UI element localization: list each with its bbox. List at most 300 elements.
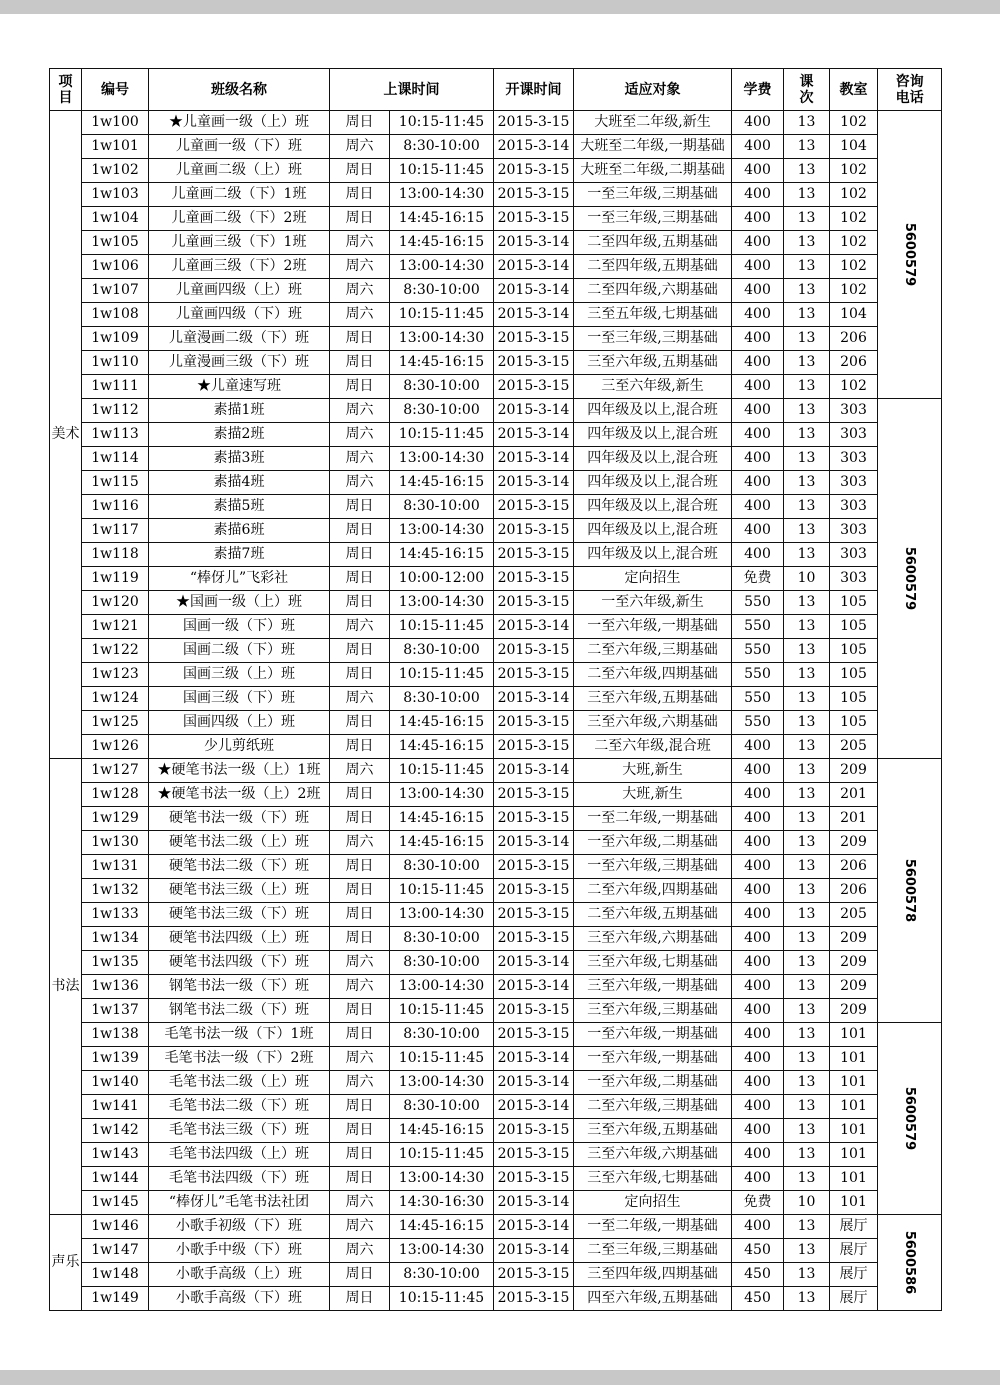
table-row — [50, 399, 942, 423]
sessions-cell: 13 — [784, 735, 830, 759]
fee-cell: 400 — [732, 543, 784, 567]
room-cell: 206 — [830, 351, 878, 375]
time-cell: 10:15-11:45 — [390, 1143, 494, 1167]
fee-cell: 400 — [732, 423, 784, 447]
fee-cell: 550 — [732, 687, 784, 711]
room-cell: 209 — [830, 951, 878, 975]
code-cell: 1w137 — [82, 999, 149, 1023]
code-cell: 1w108 — [82, 303, 149, 327]
day-cell: 周六 — [330, 1191, 390, 1215]
table-row — [50, 1215, 942, 1239]
sessions-cell: 13 — [784, 1263, 830, 1287]
fee-cell: 400 — [732, 1143, 784, 1167]
class-name-cell: “棒伢儿”毛笔书法社团 — [149, 1191, 330, 1215]
time-cell: 8:30-10:00 — [390, 927, 494, 951]
fee-cell: 400 — [732, 231, 784, 255]
sessions-cell: 13 — [784, 879, 830, 903]
code-cell: 1w117 — [82, 519, 149, 543]
header-target: 适应对象 — [574, 69, 732, 111]
sessions-cell: 13 — [784, 855, 830, 879]
code-cell: 1w130 — [82, 831, 149, 855]
day-cell: 周六 — [330, 1239, 390, 1263]
phone-number: 5600579 — [902, 1086, 918, 1151]
room-cell: 105 — [830, 639, 878, 663]
day-cell: 周日 — [330, 903, 390, 927]
target-cell: 定向招生 — [574, 567, 732, 591]
start-date-cell: 2015-3-15 — [494, 495, 574, 519]
day-cell: 周六 — [330, 135, 390, 159]
class-name-cell: 儿童画三级（下）2班 — [149, 255, 330, 279]
sessions-cell: 13 — [784, 1071, 830, 1095]
header-phone: 咨询 电话 — [878, 69, 942, 111]
start-date-cell: 2015-3-14 — [494, 303, 574, 327]
day-cell: 周六 — [330, 447, 390, 471]
day-cell: 周日 — [330, 1023, 390, 1047]
code-cell: 1w122 — [82, 639, 149, 663]
fee-cell: 400 — [732, 855, 784, 879]
day-cell: 周日 — [330, 159, 390, 183]
class-name-cell: 儿童漫画二级（下）班 — [149, 327, 330, 351]
start-date-cell: 2015-3-14 — [494, 1239, 574, 1263]
target-cell: 大班至二年级,二期基础 — [574, 159, 732, 183]
start-date-cell: 2015-3-14 — [494, 423, 574, 447]
day-cell: 周日 — [330, 711, 390, 735]
day-cell: 周日 — [330, 375, 390, 399]
start-date-cell: 2015-3-14 — [494, 687, 574, 711]
table-row — [50, 351, 942, 375]
sessions-cell: 13 — [784, 783, 830, 807]
time-cell: 8:30-10:00 — [390, 639, 494, 663]
time-cell: 14:45-16:15 — [390, 207, 494, 231]
code-cell: 1w119 — [82, 567, 149, 591]
code-cell: 1w125 — [82, 711, 149, 735]
day-cell: 周六 — [330, 1047, 390, 1071]
target-cell: 四年级及以上,混合班 — [574, 399, 732, 423]
room-cell: 209 — [830, 759, 878, 783]
start-date-cell: 2015-3-15 — [494, 375, 574, 399]
day-cell: 周六 — [330, 831, 390, 855]
table-row — [50, 423, 942, 447]
fee-cell: 400 — [732, 351, 784, 375]
sessions-cell: 13 — [784, 471, 830, 495]
start-date-cell: 2015-3-15 — [494, 807, 574, 831]
fee-cell: 400 — [732, 807, 784, 831]
target-cell: 一至三年级,三期基础 — [574, 207, 732, 231]
fee-cell: 400 — [732, 903, 784, 927]
start-date-cell: 2015-3-15 — [494, 543, 574, 567]
room-cell: 201 — [830, 807, 878, 831]
code-cell: 1w135 — [82, 951, 149, 975]
time-cell: 8:30-10:00 — [390, 399, 494, 423]
start-date-cell: 2015-3-15 — [494, 591, 574, 615]
code-cell: 1w120 — [82, 591, 149, 615]
room-cell: 303 — [830, 399, 878, 423]
start-date-cell: 2015-3-14 — [494, 831, 574, 855]
class-name-cell: ★国画一级（上）班 — [149, 591, 330, 615]
day-cell: 周六 — [330, 279, 390, 303]
table-row — [50, 447, 942, 471]
day-cell: 周日 — [330, 1143, 390, 1167]
day-cell: 周日 — [330, 735, 390, 759]
day-cell: 周日 — [330, 111, 390, 135]
category-cell: 声乐 — [50, 1215, 82, 1311]
table-row — [50, 567, 942, 591]
sessions-cell: 13 — [784, 1119, 830, 1143]
fee-cell: 450 — [732, 1287, 784, 1311]
phone-cell — [878, 399, 942, 759]
target-cell: 一至二年级,一期基础 — [574, 1215, 732, 1239]
table-row — [50, 783, 942, 807]
table-row — [50, 519, 942, 543]
room-cell: 102 — [830, 183, 878, 207]
fee-cell: 400 — [732, 1167, 784, 1191]
table-row — [50, 831, 942, 855]
table-row — [50, 927, 942, 951]
time-cell: 13:00-14:30 — [390, 783, 494, 807]
class-name-cell: 儿童画二级（上）班 — [149, 159, 330, 183]
class-name-cell: 儿童画一级（下）班 — [149, 135, 330, 159]
time-cell: 13:00-14:30 — [390, 1167, 494, 1191]
sessions-cell: 13 — [784, 303, 830, 327]
time-cell: 10:15-11:45 — [390, 303, 494, 327]
day-cell: 周六 — [330, 1071, 390, 1095]
code-cell: 1w123 — [82, 663, 149, 687]
time-cell: 14:45-16:15 — [390, 231, 494, 255]
target-cell: 一至二年级,一期基础 — [574, 807, 732, 831]
start-date-cell: 2015-3-15 — [494, 639, 574, 663]
start-date-cell: 2015-3-15 — [494, 663, 574, 687]
room-cell: 303 — [830, 567, 878, 591]
room-cell: 303 — [830, 423, 878, 447]
sessions-cell: 13 — [784, 543, 830, 567]
class-name-cell: ★硬笔书法一级（上）2班 — [149, 783, 330, 807]
time-cell: 8:30-10:00 — [390, 135, 494, 159]
target-cell: 一至六年级,二期基础 — [574, 831, 732, 855]
table-row — [50, 1071, 942, 1095]
room-cell: 展厅 — [830, 1215, 878, 1239]
class-name-cell: 国画四级（上）班 — [149, 711, 330, 735]
time-cell: 8:30-10:00 — [390, 1023, 494, 1047]
sessions-cell: 13 — [784, 1143, 830, 1167]
target-cell: 二至四年级,六期基础 — [574, 279, 732, 303]
class-name-cell: 硬笔书法三级（上）班 — [149, 879, 330, 903]
target-cell: 二至六年级,四期基础 — [574, 663, 732, 687]
room-cell: 101 — [830, 1071, 878, 1095]
time-cell: 10:15-11:45 — [390, 423, 494, 447]
start-date-cell: 2015-3-14 — [494, 951, 574, 975]
room-cell: 303 — [830, 495, 878, 519]
target-cell: 三至六年级,一期基础 — [574, 975, 732, 999]
class-name-cell: 硬笔书法三级（下）班 — [149, 903, 330, 927]
time-cell: 13:00-14:30 — [390, 327, 494, 351]
time-cell: 13:00-14:30 — [390, 1071, 494, 1095]
day-cell: 周六 — [330, 231, 390, 255]
sessions-cell: 13 — [784, 831, 830, 855]
code-cell: 1w140 — [82, 1071, 149, 1095]
target-cell: 四年级及以上,混合班 — [574, 495, 732, 519]
header-fee: 学费 — [732, 69, 784, 111]
day-cell: 周日 — [330, 1095, 390, 1119]
target-cell: 三至六年级,五期基础 — [574, 687, 732, 711]
start-date-cell: 2015-3-15 — [494, 999, 574, 1023]
time-cell: 10:15-11:45 — [390, 663, 494, 687]
header-class-name: 班级名称 — [149, 69, 330, 111]
time-cell: 14:30-16:30 — [390, 1191, 494, 1215]
class-name-cell: 少儿剪纸班 — [149, 735, 330, 759]
class-name-cell: 素描3班 — [149, 447, 330, 471]
table-row — [50, 951, 942, 975]
room-cell: 104 — [830, 135, 878, 159]
code-cell: 1w147 — [82, 1239, 149, 1263]
fee-cell: 400 — [732, 1095, 784, 1119]
day-cell: 周日 — [330, 327, 390, 351]
fee-cell: 免费 — [732, 567, 784, 591]
table-row — [50, 207, 942, 231]
room-cell: 209 — [830, 927, 878, 951]
sessions-cell: 13 — [784, 135, 830, 159]
fee-cell: 400 — [732, 519, 784, 543]
day-cell: 周日 — [330, 663, 390, 687]
sessions-cell: 13 — [784, 999, 830, 1023]
room-cell: 303 — [830, 543, 878, 567]
start-date-cell: 2015-3-15 — [494, 207, 574, 231]
time-cell: 8:30-10:00 — [390, 1263, 494, 1287]
day-cell: 周六 — [330, 1215, 390, 1239]
table-row — [50, 711, 942, 735]
code-cell: 1w109 — [82, 327, 149, 351]
table-row — [50, 255, 942, 279]
code-cell: 1w106 — [82, 255, 149, 279]
fee-cell: 400 — [732, 375, 784, 399]
code-cell: 1w105 — [82, 231, 149, 255]
fee-cell: 400 — [732, 207, 784, 231]
target-cell: 一至三年级,三期基础 — [574, 327, 732, 351]
code-cell: 1w133 — [82, 903, 149, 927]
start-date-cell: 2015-3-14 — [494, 1071, 574, 1095]
code-cell: 1w107 — [82, 279, 149, 303]
table-row — [50, 159, 942, 183]
time-cell: 10:15-11:45 — [390, 1287, 494, 1311]
table-row — [50, 591, 942, 615]
fee-cell: 400 — [732, 1119, 784, 1143]
time-cell: 14:45-16:15 — [390, 1215, 494, 1239]
phone-cell — [878, 111, 942, 399]
class-name-cell: 硬笔书法二级（下）班 — [149, 855, 330, 879]
table-row — [50, 303, 942, 327]
target-cell: 三至六年级,七期基础 — [574, 951, 732, 975]
day-cell: 周六 — [330, 975, 390, 999]
start-date-cell: 2015-3-14 — [494, 471, 574, 495]
time-cell: 8:30-10:00 — [390, 951, 494, 975]
room-cell: 209 — [830, 975, 878, 999]
code-cell: 1w118 — [82, 543, 149, 567]
room-cell: 303 — [830, 447, 878, 471]
class-name-cell: 素描4班 — [149, 471, 330, 495]
table-row — [50, 543, 942, 567]
room-cell: 102 — [830, 231, 878, 255]
start-date-cell: 2015-3-14 — [494, 135, 574, 159]
fee-cell: 400 — [732, 447, 784, 471]
code-cell: 1w124 — [82, 687, 149, 711]
day-cell: 周日 — [330, 639, 390, 663]
room-cell: 102 — [830, 255, 878, 279]
day-cell: 周日 — [330, 807, 390, 831]
class-name-cell: 小歌手初级（下）班 — [149, 1215, 330, 1239]
target-cell: 二至六年级,三期基础 — [574, 1095, 732, 1119]
target-cell: 三至五年级,七期基础 — [574, 303, 732, 327]
target-cell: 一至六年级,一期基础 — [574, 615, 732, 639]
room-cell: 206 — [830, 327, 878, 351]
code-cell: 1w144 — [82, 1167, 149, 1191]
sessions-cell: 13 — [784, 231, 830, 255]
sessions-cell: 13 — [784, 711, 830, 735]
time-cell: 14:45-16:15 — [390, 1119, 494, 1143]
day-cell: 周六 — [330, 759, 390, 783]
day-cell: 周日 — [330, 351, 390, 375]
code-cell: 1w104 — [82, 207, 149, 231]
sessions-cell: 13 — [784, 615, 830, 639]
target-cell: 三至四年级,四期基础 — [574, 1263, 732, 1287]
category-cell: 书法 — [50, 759, 82, 1215]
room-cell: 展厅 — [830, 1239, 878, 1263]
room-cell: 206 — [830, 855, 878, 879]
sessions-cell: 13 — [784, 1215, 830, 1239]
class-name-cell: 硬笔书法四级（上）班 — [149, 927, 330, 951]
day-cell: 周日 — [330, 879, 390, 903]
class-name-cell: 毛笔书法三级（下）班 — [149, 1119, 330, 1143]
phone-cell — [878, 1023, 942, 1215]
table-row — [50, 327, 942, 351]
day-cell: 周六 — [330, 255, 390, 279]
code-cell: 1w114 — [82, 447, 149, 471]
fee-cell: 400 — [732, 927, 784, 951]
fee-cell: 400 — [732, 135, 784, 159]
class-name-cell: 毛笔书法四级（上）班 — [149, 1143, 330, 1167]
target-cell: 大班至二年级,一期基础 — [574, 135, 732, 159]
class-name-cell: 儿童画二级（下）2班 — [149, 207, 330, 231]
room-cell: 105 — [830, 615, 878, 639]
table-row — [50, 735, 942, 759]
sessions-cell: 13 — [784, 423, 830, 447]
target-cell: 二至六年级,混合班 — [574, 735, 732, 759]
sessions-cell: 13 — [784, 951, 830, 975]
phone-cell — [878, 1215, 942, 1311]
class-name-cell: 毛笔书法一级（下）2班 — [149, 1047, 330, 1071]
code-cell: 1w111 — [82, 375, 149, 399]
header-row — [50, 69, 942, 111]
target-cell: 一至六年级,二期基础 — [574, 1071, 732, 1095]
room-cell: 201 — [830, 783, 878, 807]
code-cell: 1w127 — [82, 759, 149, 783]
target-cell: 三至六年级,新生 — [574, 375, 732, 399]
sessions-cell: 13 — [784, 1239, 830, 1263]
class-name-cell: 硬笔书法一级（下）班 — [149, 807, 330, 831]
time-cell: 13:00-14:30 — [390, 903, 494, 927]
sessions-cell: 13 — [784, 591, 830, 615]
sessions-cell: 13 — [784, 1047, 830, 1071]
class-name-cell: 儿童画四级（下）班 — [149, 303, 330, 327]
start-date-cell: 2015-3-14 — [494, 231, 574, 255]
table-row — [50, 975, 942, 999]
room-cell: 105 — [830, 687, 878, 711]
fee-cell: 400 — [732, 471, 784, 495]
time-cell: 13:00-14:30 — [390, 519, 494, 543]
class-name-cell: 小歌手高级（下）班 — [149, 1287, 330, 1311]
sessions-cell: 13 — [784, 807, 830, 831]
table-row — [50, 375, 942, 399]
time-cell: 10:00-12:00 — [390, 567, 494, 591]
start-date-cell: 2015-3-15 — [494, 183, 574, 207]
start-date-cell: 2015-3-14 — [494, 279, 574, 303]
table-row — [50, 1239, 942, 1263]
fee-cell: 400 — [732, 303, 784, 327]
target-cell: 一至六年级,新生 — [574, 591, 732, 615]
room-cell: 102 — [830, 375, 878, 399]
room-cell: 102 — [830, 207, 878, 231]
room-cell: 101 — [830, 1167, 878, 1191]
fee-cell: 400 — [732, 159, 784, 183]
start-date-cell: 2015-3-14 — [494, 1047, 574, 1071]
table-row — [50, 1287, 942, 1311]
class-name-cell: 钢笔书法二级（下）班 — [149, 999, 330, 1023]
table-row — [50, 471, 942, 495]
start-date-cell: 2015-3-15 — [494, 855, 574, 879]
day-cell: 周六 — [330, 471, 390, 495]
fee-cell: 550 — [732, 639, 784, 663]
code-cell: 1w112 — [82, 399, 149, 423]
sessions-cell: 10 — [784, 567, 830, 591]
time-cell: 10:15-11:45 — [390, 1047, 494, 1071]
code-cell: 1w134 — [82, 927, 149, 951]
day-cell: 周六 — [330, 615, 390, 639]
code-cell: 1w146 — [82, 1215, 149, 1239]
target-cell: 大班至二年级,新生 — [574, 111, 732, 135]
sessions-cell: 13 — [784, 183, 830, 207]
start-date-cell: 2015-3-15 — [494, 783, 574, 807]
target-cell: 一至三年级,三期基础 — [574, 183, 732, 207]
start-date-cell: 2015-3-15 — [494, 903, 574, 927]
table-row — [50, 759, 942, 783]
target-cell: 三至六年级,七期基础 — [574, 1167, 732, 1191]
time-cell: 13:00-14:30 — [390, 975, 494, 999]
class-name-cell: ★儿童画一级（上）班 — [149, 111, 330, 135]
sessions-cell: 13 — [784, 447, 830, 471]
room-cell: 101 — [830, 1191, 878, 1215]
class-name-cell: 素描5班 — [149, 495, 330, 519]
class-name-cell: 素描1班 — [149, 399, 330, 423]
fee-cell: 免费 — [732, 1191, 784, 1215]
start-date-cell: 2015-3-14 — [494, 759, 574, 783]
table-row — [50, 1167, 942, 1191]
code-cell: 1w128 — [82, 783, 149, 807]
fee-cell: 400 — [732, 279, 784, 303]
table-row — [50, 279, 942, 303]
start-date-cell: 2015-3-15 — [494, 327, 574, 351]
day-cell: 周日 — [330, 495, 390, 519]
room-cell: 104 — [830, 303, 878, 327]
time-cell: 14:45-16:15 — [390, 711, 494, 735]
day-cell: 周日 — [330, 999, 390, 1023]
time-cell: 13:00-14:30 — [390, 447, 494, 471]
table-row — [50, 495, 942, 519]
class-name-cell: 钢笔书法一级（下）班 — [149, 975, 330, 999]
fee-cell: 400 — [732, 783, 784, 807]
class-name-cell: 毛笔书法二级（下）班 — [149, 1095, 330, 1119]
class-name-cell: 国画二级（下）班 — [149, 639, 330, 663]
time-cell: 13:00-14:30 — [390, 591, 494, 615]
header-code: 编号 — [82, 69, 149, 111]
fee-cell: 400 — [732, 495, 784, 519]
